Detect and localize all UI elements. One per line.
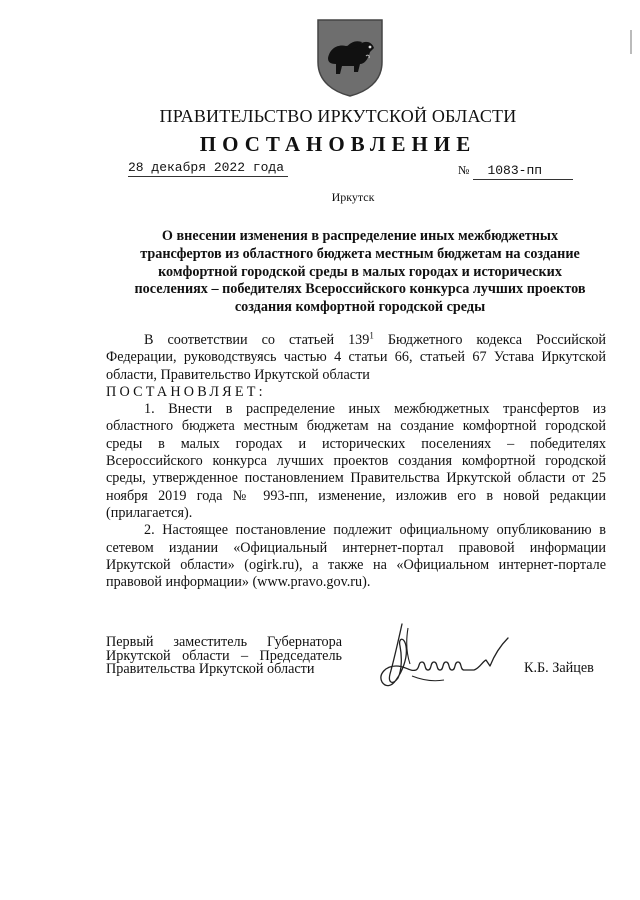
handwritten-signature (372, 616, 520, 700)
signer-name: К.Б. Зайцев (524, 660, 594, 676)
article-superscript: 1 (369, 330, 374, 341)
coat-of-arms-emblem (316, 18, 384, 98)
document-type-heading: ПОСТАНОВЛЕНИЕ (199, 132, 477, 156)
document-number: 1083-пп (473, 163, 573, 180)
government-title: ПРАВИТЕЛЬСТВО ИРКУТСКОЙ ОБЛАСТИ (159, 106, 517, 126)
document-subject: О внесении изменения в распределение иных межбюджетных трансфертов из областного бюджета местным бюджетам на создание комфортной городской среды в малых городах и исторических поселениях – победителях Всероссийского конкурса лучших проектов создания комфортной городской среды (134, 228, 586, 316)
city-name: Иркутск (331, 190, 375, 204)
document-body (106, 332, 606, 591)
scan-edge-mark (630, 30, 632, 54)
signer-position-line-2: Иркутской области – Председатель (106, 647, 342, 664)
signer-position-line-1: Первый заместитель Губернатора (106, 634, 342, 650)
item-2-paragraph: 2. Настоящее постановление подлежит официальному опубликованию в сетевом издании «Официальный интернет-портал правовой информации Иркутской области» (ogirk.ru), а также на «Официальном интернет-портале правовой информации» (www.pravo.gov.ru). (106, 522, 606, 591)
preamble-text-end: Бюджетного кодекса Российской Федерации, руководствуясь частью 4 статьи 66, статьей 67 Устава Иркутской области, Правительство Иркутской области (106, 332, 606, 383)
preamble-text-start: В соответствии со статьей 139 (144, 332, 370, 348)
document-number-field (458, 162, 573, 180)
number-sign: № (458, 163, 470, 177)
document-date: 28 декабря 2022 года (128, 160, 288, 177)
decree-word: ПОСТАНОВЛЯЕТ: (106, 383, 266, 400)
preamble-paragraph (106, 332, 606, 384)
item-1-paragraph: 1. Внести в распределение иных межбюджетных трансфертов из областного бюджета местным бюджетам на создание комфортной городской среды в малых городах и исторических поселениях – победителях Всероссийского конкурса лучших проектов создания комфортной городской среды, утвержденное постановлением Правительства Иркутской области от 25 ноября 2019 года № 993-пп, изменение, изложив его в новой редакции (прилагается). (106, 401, 606, 521)
signer-position (106, 636, 342, 677)
signer-position-line-3: Правительства Иркутской области (106, 661, 315, 677)
